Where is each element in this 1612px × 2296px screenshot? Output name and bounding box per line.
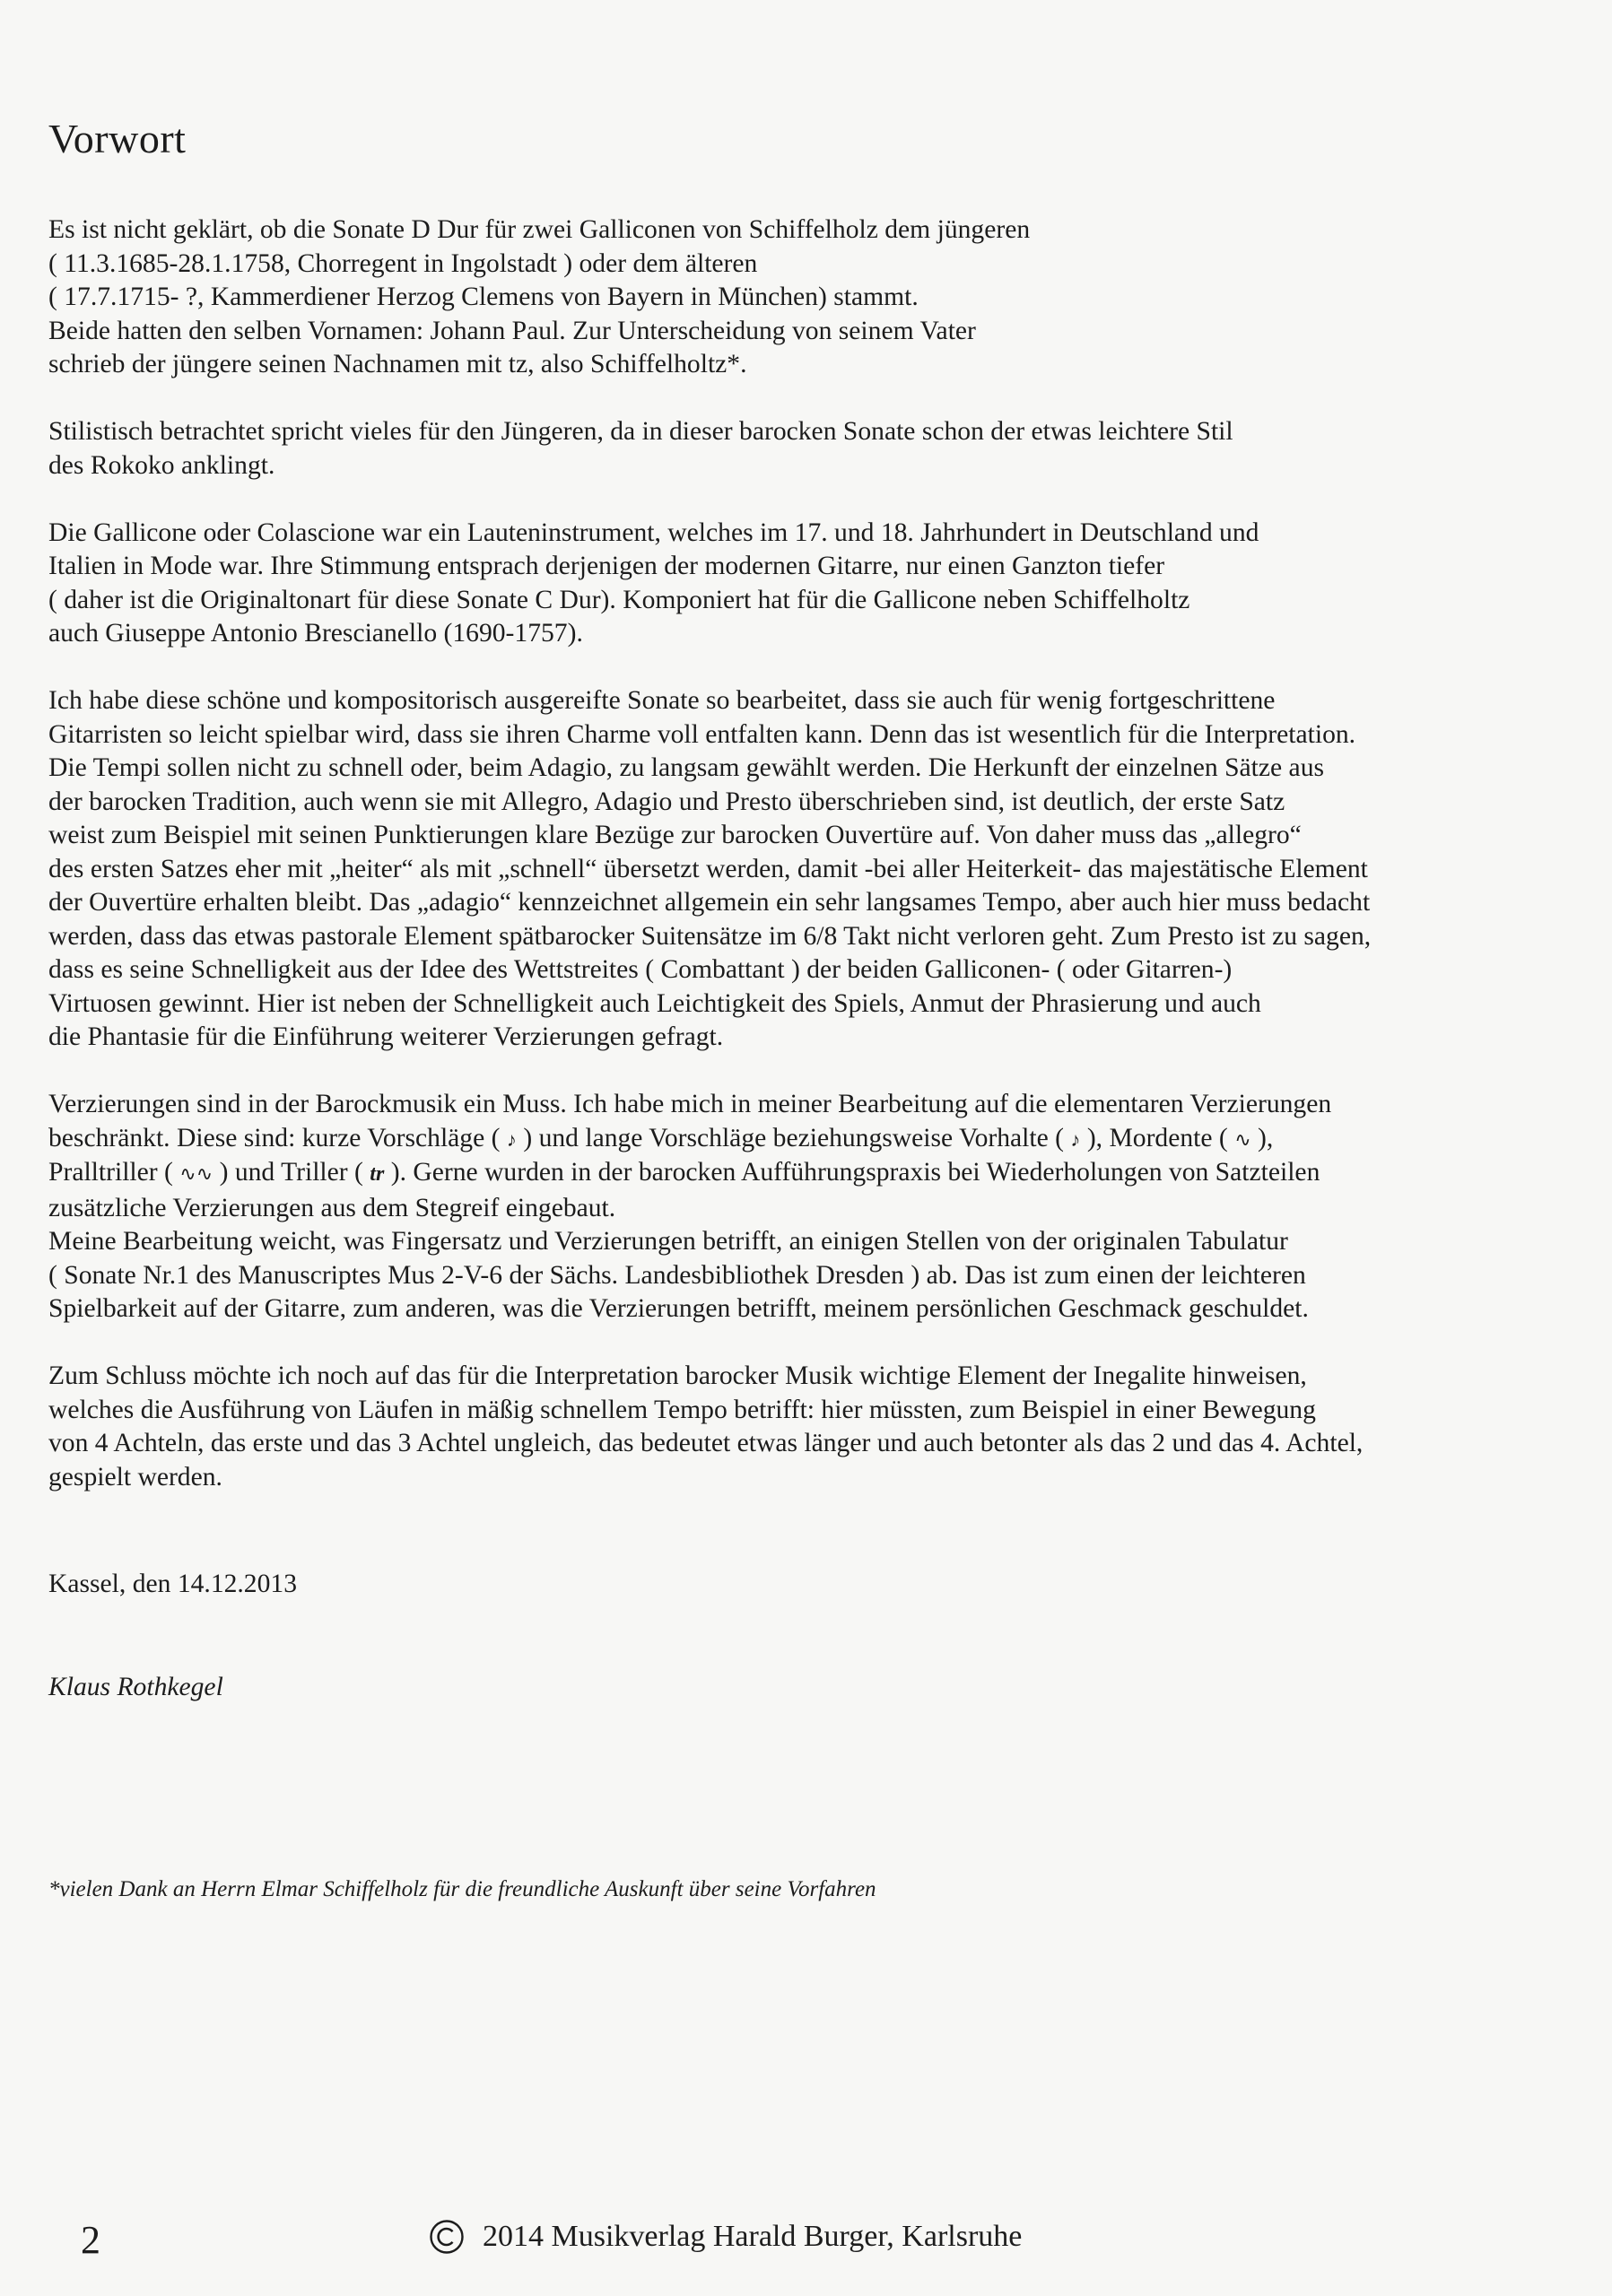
text-line: ( Sonate Nr.1 des Manuscriptes Mus 2-V-6 der Sächs. Landesbibliothek Dresden ) ab. Das ist zum einen der leichteren [48,1260,1306,1290]
text-line: werden, dass das etwas pastorale Element spätbarocker Suitensätze im 6/8 Takt nicht verloren geht. Zum Presto ist zu sagen, [48,921,1372,951]
text-line: Verzierungen sind in der Barockmusik ein Muss. Ich habe mich in meiner Bearbeitung auf die elementaren Verzierungen [48,1090,1332,1118]
author-signature: Klaus Rothkegel [48,1673,223,1701]
text-line: Ich habe diese schöne und kompositorisch ausgereifte Sonate so bearbeitet, dass sie auch für wenig fortgeschrittene [48,686,1276,715]
paragraph-style [48,415,1612,483]
paragraph-instrument [48,517,1612,651]
trill-icon: tr [370,1162,385,1186]
preface-body [48,213,1612,1528]
text-line: ( 11.3.1685-28.1.1758, Chorregent in Ingolstadt ) oder dem älteren [48,248,758,278]
text-line: die Phantasie für die Einführung weiterer Verzierungen gefragt. [48,1022,724,1051]
text-line: Die Gallicone oder Colascione war ein Lauteninstrument, welches im 17. und 18. Jahrhundert in Deutschland und [48,517,1259,547]
text-line: der barocken Tradition, auch wenn sie mit Allegro, Adagio und Presto überschrieben sind, ist deutlich, der erste Satz [48,787,1285,816]
footnote: *vielen Dank an Herrn Elmar Schiffelholz für die freundliche Auskunft über seine Vorfahren [48,1877,876,1901]
text-line: ( daher ist die Originaltonart für diese Sonate C Dur). Komponiert hat für die Gallicone neben Schiffelholtz [48,585,1190,614]
text-line: Virtuosen gewinnt. Hier ist neben der Schnelligkeit auch Leichtigkeit des Spiels, Anmut der Phrasierung und auch [48,988,1261,1018]
text-line: von 4 Achteln, das erste und das 3 Achtel ungleich, das bedeutet etwas länger und auch betonter als das 2 und das 4. Achtel, [48,1429,1364,1457]
long-appoggiatura-icon: ♪ [1070,1127,1081,1151]
paragraph-inegalite [48,1360,1612,1494]
text-line: Gitarristen so leicht spielbar wird, dass sie ihren Charme voll entfalten kann. Denn das ist wesentlich für die Interpretation. [48,719,1356,749]
text-line: Zum Schluss möchte ich noch auf das für die Interpretation barocker Musik wichtige Element der Inegalite hinweisen, [48,1361,1307,1390]
text-line: zusätzliche Verzierungen aus dem Stegreif eingebaut. [48,1193,616,1222]
place-date: Kassel, den 14.12.2013 [48,1570,297,1598]
text-line: schrieb der jüngere seinen Nachnamen mit tz, also Schiffelholtz*. [48,350,747,378]
paragraph-arrangement [48,684,1612,1055]
text-line: Pralltriller ( ∿∿ ) und Triller ( tr ). Gerne wurden in der barocken Aufführungspraxis bei Wiederholungen von Satzteilen [48,1158,1320,1187]
text-line: Beide hatten den selben Vornamen: Johann Paul. Zur Unterscheidung von seinem Vater [48,316,976,345]
paragraph-authorship [48,213,1612,382]
text-line: Italien in Mode war. Ihre Stimmung entsprach derjenigen der modernen Gitarre, nur einen Ganzton tiefer [48,552,1165,580]
mordent-icon: ∿ [1234,1127,1251,1151]
text-line: ( 17.7.1715- ?, Kammerdiener Herzog Clemens von Bayern in München) stammt. [48,283,919,311]
page-title: Vorwort [48,116,187,161]
text-line: Meine Bearbeitung weicht, was Fingersatz und Verzierungen betrifft, an einigen Stellen von der originalen Tabulatur [48,1227,1288,1256]
text-line: Die Tempi sollen nicht zu schnell oder, beim Adagio, zu langsam gewählt werden. Die Herkunft der einzelnen Sätze aus [48,753,1325,782]
text-line: des Rokoko anklingt. [48,450,275,480]
text-line: weist zum Beispiel mit seinen Punktierungen klare Bezüge zur barocken Ouvertüre auf. Von daher muss das „allegro“ [48,821,1302,849]
short-appoggiatura-icon: ♪ [506,1127,517,1151]
text-line: der Ouvertüre erhalten bleibt. Das „adagio“ kennzeichnet allgemein ein sehr langsames Tempo, aber auch hier muss bedacht [48,888,1371,917]
page-number: 2 [81,2218,100,2262]
text-line: des ersten Satzes eher mit „heiter“ als mit „schnell“ übersetzt werden, damit -bei aller Heiterkeit- das majestätische Element [48,854,1368,883]
text-line: dass es seine Schnelligkeit aus der Idee des Wettstreites ( Combattant ) der beiden Galliconen- ( oder Gitarren-) [48,955,1233,984]
text-line: gespielt werden. [48,1462,222,1492]
text-line: beschränkt. Diese sind: kurze Vorschläge ( ♪ ) und lange Vorschläge beziehungsweise Vorhalte ( ♪ ), Mordente ( ∿ ), [48,1123,1274,1152]
text-line: auch Giuseppe Antonio Brescianello (1690-1757). [48,619,583,648]
copyright-notice [429,2219,1022,2255]
copyright-icon [429,2219,465,2255]
paragraph-ornaments [48,1088,1612,1326]
copyright-text: 2014 Musikverlag Harald Burger, Karlsruhe [483,2220,1023,2253]
pralltriller-icon: ∿∿ [179,1162,213,1185]
text-line: welches die Ausführung von Läufen in mäßig schnellem Tempo betrifft: hier müssten, zum Beispiel in einer Bewegung [48,1395,1316,1424]
text-line: Es ist nicht geklärt, ob die Sonate D Dur für zwei Galliconen von Schiffelholz dem jüngeren [48,215,1031,244]
text-line: Spielbarkeit auf der Gitarre, zum anderen, was die Verzierungen betrifft, meinem persönlichen Geschmack geschuldet. [48,1294,1309,1323]
text-line: Stilistisch betrachtet spricht vieles für den Jüngeren, da in dieser barocken Sonate schon der etwas leichtere Stil [48,417,1233,446]
